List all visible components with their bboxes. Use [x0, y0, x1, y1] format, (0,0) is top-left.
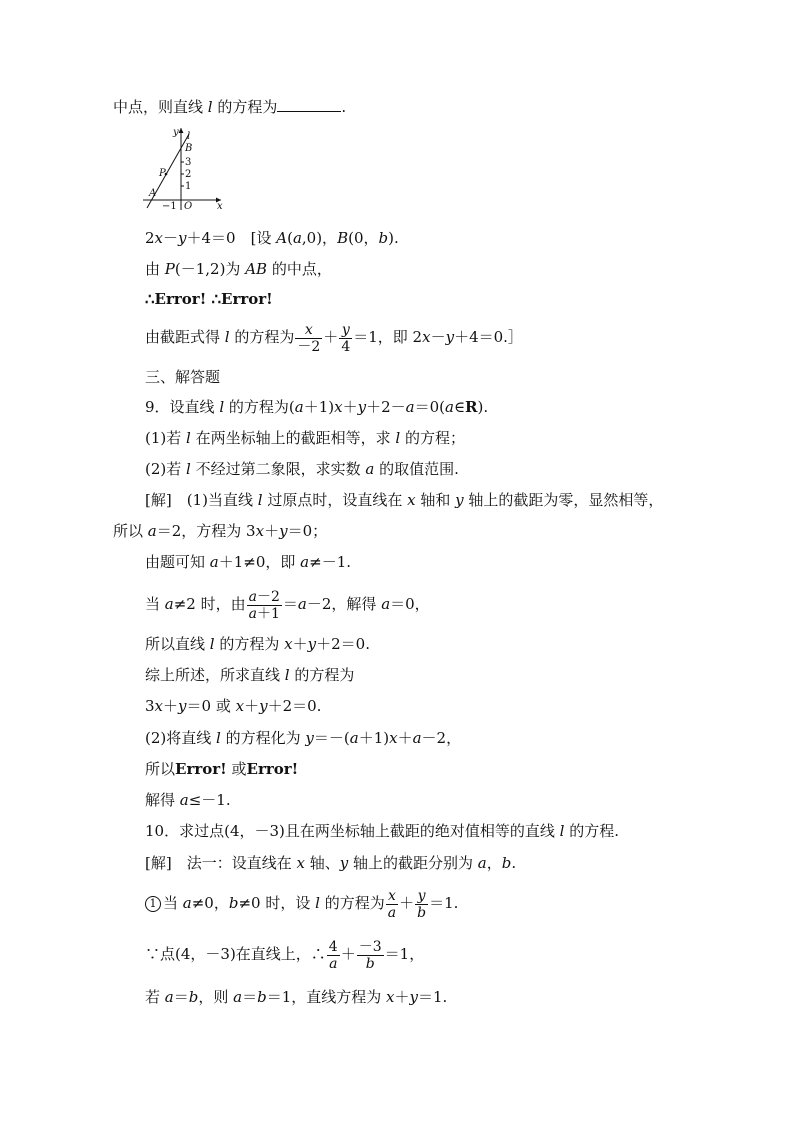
text-line-4: ∴Error! ∴Error! [145, 290, 273, 308]
text-line-24: 若 a＝b，则 a＝b＝1，直线方程为 x＋y＝1. [145, 988, 448, 1006]
y-axis-arrow [179, 128, 184, 133]
text-line-22: 1 当 a≠0，b≠0 时，设 l 的方程为 $\frac{x}{a}$ ＋ $\frac{y}{b}$ ＝1. [145, 885, 458, 921]
text-line-23: ∵点(4，－3)在直线上，∴ $\frac{4}{a}$ ＋ $\frac{-3}{b}$ ＝1， [145, 938, 425, 972]
text-line-11: 所以 a＝2，方程为 3x＋y＝0； [113, 522, 328, 540]
text-line-8: (1)若 l 在两坐标轴上的截距相等，求 l 的方程； [145, 429, 465, 447]
point-B-label: B [185, 143, 193, 154]
text-line-16: 3x＋y＝0 或 x＋y＋2＝0. [145, 697, 322, 715]
text-line-5: 由截距式得 l 的方程为 $\frac{x}{-2}$ ＋ $\frac{y}{4}$ ＝1，即 2x－y＋4＝0.］ [145, 321, 523, 355]
answer-blank [277, 97, 341, 112]
origin-label: O [184, 201, 193, 210]
text-line-9: (2)若 l 不经过第二象限，求实数 a 的取值范围. [145, 460, 459, 478]
text-line-6: 三、解答题 [145, 368, 221, 386]
x-axis-label: x [217, 201, 223, 210]
y-tick-label-2: 2 [185, 169, 192, 180]
text-line-3: 由 P(－1,2)为 AB 的中点， [145, 260, 332, 278]
text-line-20: 10．求过点(4，－3)且在两坐标轴上截距的绝对值相等的直线 l 的方程. [145, 822, 620, 840]
circled-one: 1 [145, 896, 161, 912]
text-line-18: 所以Error! 或Error! [145, 760, 299, 778]
x-tick-label-neg1: −1 [162, 201, 177, 210]
y-tick-label-3: 3 [185, 157, 192, 168]
text-line-19: 解得 a≤－1. [145, 791, 231, 809]
text-line-13: 当 a≠2 时，由 $\frac{a-2}{a+1}$ ＝a－2，解得 a＝0， [145, 588, 430, 622]
text-line-17: (2)将直线 l 的方程化为 y＝－(a＋1)x＋a－2， [145, 729, 462, 747]
text-line-15: 综上所述，所求直线 l 的方程为 [145, 666, 355, 684]
y-axis-label: y [173, 127, 179, 138]
text-line-2: 2x－y＋4＝0 [设 A(a,0)，B(0，b). [145, 229, 399, 247]
text-line-14: 所以直线 l 的方程为 x＋y＋2＝0. [145, 635, 370, 653]
text-line-21: [解] 法一：设直线在 x 轴、y 轴上的截距分别为 a，b. [145, 854, 517, 872]
text-line-7: 9．设直线 l 的方程为(a＋1)x＋y＋2－a＝0(a∈R). [145, 398, 489, 416]
text-line-12: 由题可知 a＋1≠0，即 a≠－1. [145, 553, 352, 571]
text-line-10: [解] (1)当直线 l 过原点时，设直线在 x 轴和 y 轴上的截距为零，显然相等， [145, 491, 664, 509]
y-tick-label-1: 1 [185, 181, 192, 192]
point-A-label: A [149, 188, 157, 199]
text-line-1: 中点，则直线 l 的方程为 . [113, 98, 347, 116]
point-P-label: P [159, 168, 166, 179]
coordinate-figure [143, 126, 223, 210]
line-l-label: l [187, 131, 191, 142]
